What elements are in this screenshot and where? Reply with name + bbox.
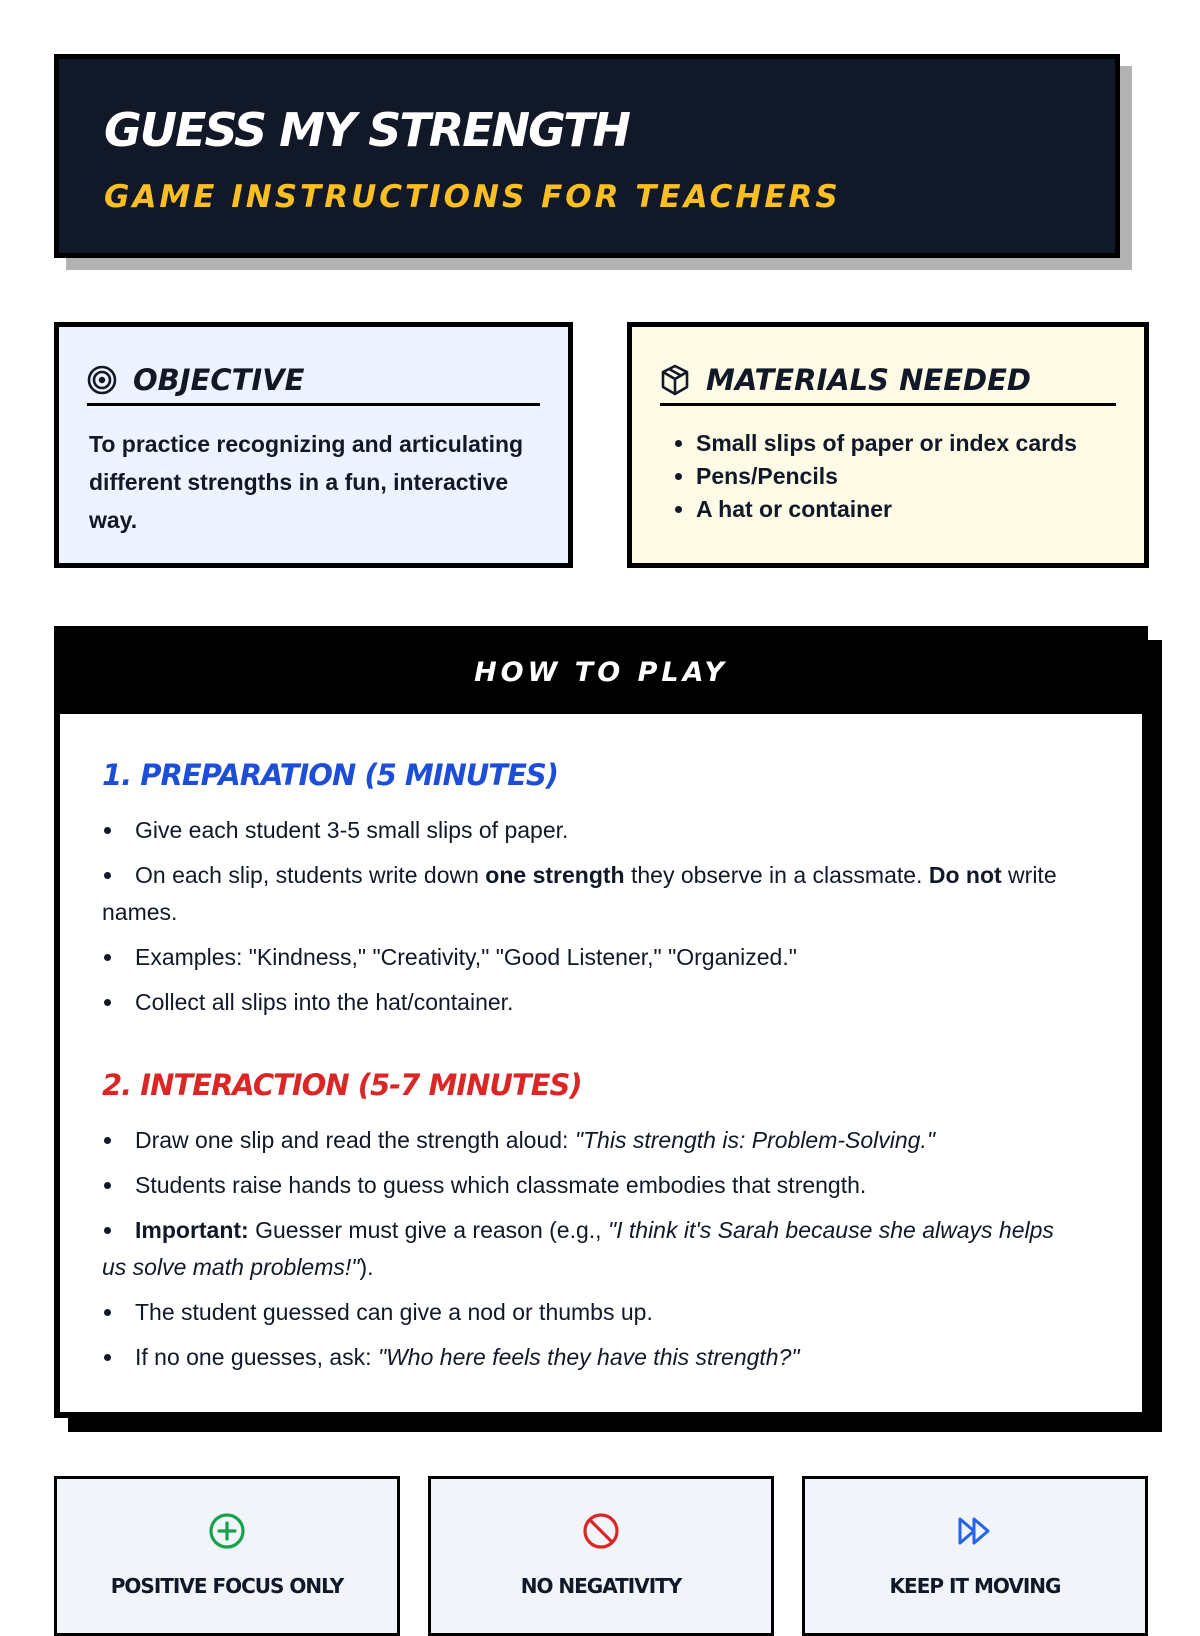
rule-label: NO NEGATIVITY xyxy=(520,1574,682,1598)
list-item: • A hat or container xyxy=(696,493,1077,526)
materials-title: MATERIALS NEEDED xyxy=(706,363,1031,397)
ban-icon xyxy=(431,1511,771,1551)
rule-card-positive-focus xyxy=(54,1476,400,1636)
rule-label: KEEP IT MOVING xyxy=(889,1574,1061,1598)
materials-list xyxy=(662,427,1077,526)
preparation-list xyxy=(102,812,1082,1029)
list-item: • Small slips of paper or index cards xyxy=(696,427,1077,460)
target-icon xyxy=(87,363,121,397)
list-item: On each slip, students write down one strength they observe in a classmate. Do not write names. xyxy=(102,857,1082,931)
box-icon xyxy=(660,363,694,397)
page-header xyxy=(54,54,1120,258)
how-to-play-title: HOW TO PLAY xyxy=(474,657,728,688)
materials-header xyxy=(660,357,1116,406)
rule-label: POSITIVE FOCUS ONLY xyxy=(110,1574,344,1598)
how-to-play-body xyxy=(60,714,1142,1412)
list-item: • Pens/Pencils xyxy=(696,460,1077,493)
rule-card-no-negativity xyxy=(428,1476,774,1636)
interaction-title: 2. INTERACTION (5-7 MINUTES) xyxy=(102,1068,582,1102)
interaction-list xyxy=(102,1122,1082,1384)
list-item: Examples: "Kindness," "Creativity," "Good Listener," "Organized." xyxy=(102,939,1082,976)
objective-title: OBJECTIVE xyxy=(133,363,305,397)
list-item: Students raise hands to guess which classmate embodies that strength. xyxy=(102,1167,1082,1204)
list-item: Draw one slip and read the strength aloud: "This strength is: Problem-Solving." xyxy=(102,1122,1082,1159)
list-item: The student guessed can give a nod or thumbs up. xyxy=(102,1294,1082,1331)
list-item: If no one guesses, ask: "Who here feels they have this strength?" xyxy=(102,1339,1082,1376)
objective-header xyxy=(87,357,540,406)
fast-forward-icon xyxy=(805,1511,1145,1551)
list-item: Give each student 3-5 small slips of paper. xyxy=(102,812,1082,849)
materials-card xyxy=(627,322,1149,568)
page-title: GUESS MY STRENGTH xyxy=(104,103,629,157)
preparation-title: 1. PREPARATION (5 MINUTES) xyxy=(102,758,559,792)
plus-circle-icon xyxy=(57,1511,397,1551)
objective-text: To practice recognizing and articulating different strengths in a fun, interactive way. xyxy=(89,431,524,533)
list-item: Collect all slips into the hat/container. xyxy=(102,984,1082,1021)
objective-card xyxy=(54,322,573,568)
list-item: Important: Guesser must give a reason (e.g., "I think it's Sarah because she always helps us solve math problems!"). xyxy=(102,1212,1082,1286)
page-subtitle: GAME INSTRUCTIONS FOR TEACHERS xyxy=(104,179,841,215)
rule-card-keep-moving xyxy=(802,1476,1148,1636)
how-to-play-section xyxy=(54,626,1148,1418)
